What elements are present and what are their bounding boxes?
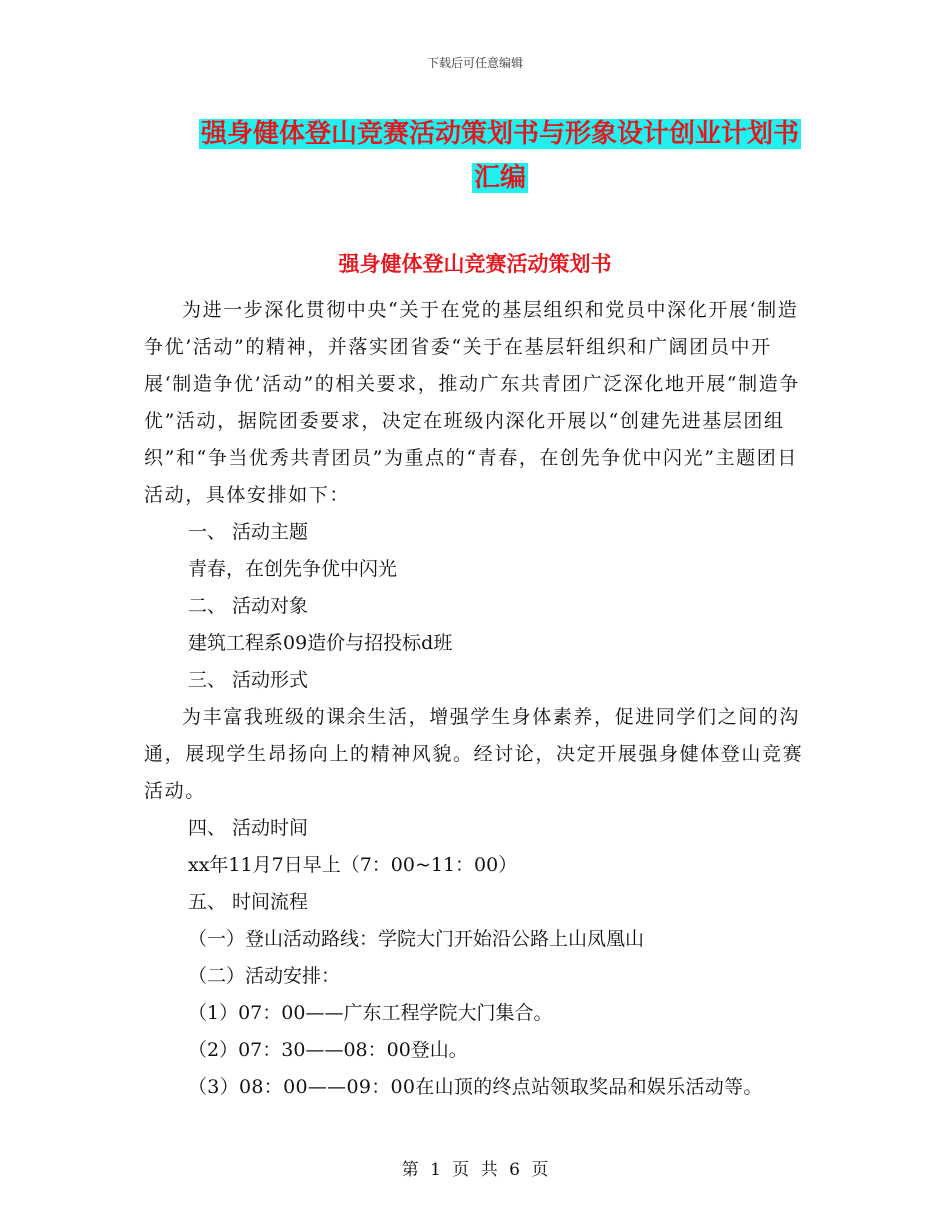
section-4-text: xx年11月7日早上（7：00~11：00） [188, 854, 518, 876]
document-body [144, 292, 804, 1106]
schedule-item-1: （1）07：00——广东工程学院大门集合。 [188, 1002, 553, 1024]
section-1-text: 青春，在创先争优中闪光 [188, 558, 398, 580]
arrangement-heading: （二）活动安排： [188, 965, 341, 987]
route-text: （一）登山活动路线：学院大门开始沿公路上山凤凰山 [188, 928, 645, 950]
section-5-heading: 五、 时间流程 [188, 891, 309, 913]
section-4-heading: 四、 活动时间 [188, 817, 309, 839]
document-title [150, 112, 850, 200]
schedule-item-2: （2）07：30——08：00登山。 [188, 1039, 468, 1061]
document-title-line1: 强身健体登山竞赛活动策划书与形象设计创业计划书 [200, 119, 799, 149]
section-3-heading: 三、 活动形式 [188, 669, 309, 691]
section-1-heading: 一、 活动主题 [188, 521, 309, 543]
schedule-item-3: （3）08：00——09：00在山顶的终点站领取奖品和娱乐活动等。 [188, 1076, 763, 1098]
section-2-heading: 二、 活动对象 [188, 595, 309, 617]
document-title-line2: 汇编 [473, 163, 526, 193]
intro-paragraph: 为进一步深化贯彻中央“关于在党的基层组织和党员中深化开展‘制造争优’活动”的精神，并落实团省委“关于在基层轩组织和广阔团员中开展‘制造争优’活动”的相关要求，推动广东共青团广泛深化地开展“制造争优”活动，据院团委要求，决定在班级内深化开展以“创建先进基层团组织”和“争当优秀共青团员”为重点的“青春，在创先争优中闪光”主题团日活动，具体安排如下： [144, 299, 800, 506]
header-note: 下载后可任意编辑 [426, 56, 523, 70]
section-title: 强身健体登山竞赛活动策划书 [338, 251, 612, 276]
section-3-text: 为丰富我班级的课余生活，增强学生身体素养，促进同学们之间的沟通，展现学生昂扬向上的精神风貌。经讨论，决定开展强身健体登山竞赛活动。 [144, 706, 804, 802]
section-2-text: 建筑工程系09造价与招投标d班 [188, 632, 453, 654]
page-footer: 第 1 页 共 6 页 [401, 1160, 549, 1180]
